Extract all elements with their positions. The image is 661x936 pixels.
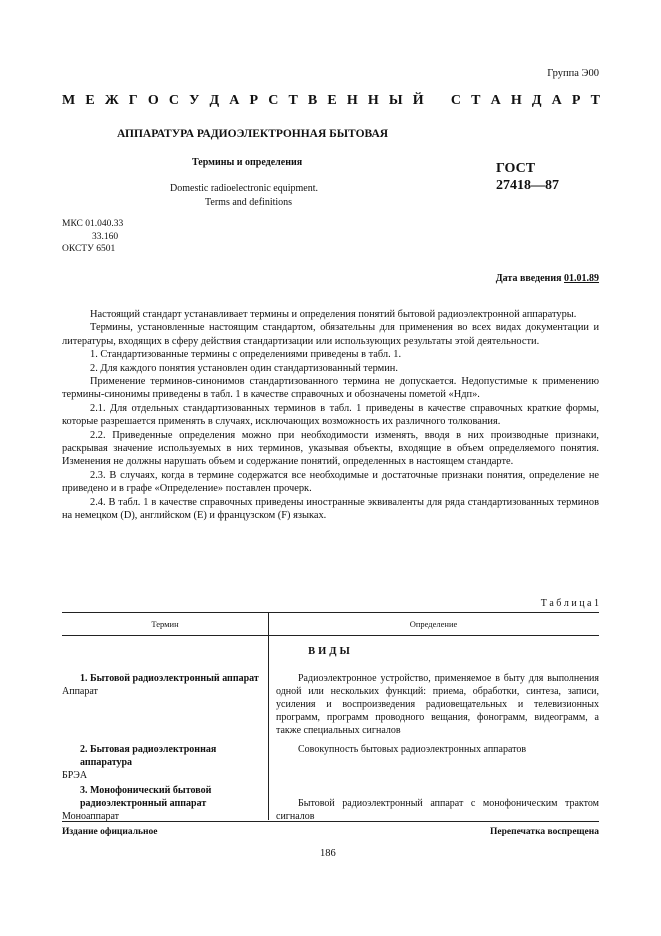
document-title: АППАРАТУРА РАДИОЭЛЕКТРОННАЯ БЫТОВАЯ (117, 128, 389, 140)
body-text (62, 308, 599, 523)
banner-letter: Т (471, 93, 481, 108)
paragraph: Термины, установленные настоящим стандартом, обязательны для применения во всех видах документации и литературы, входящих в сферу действия стандартизации или использующих результаты этой деятельности. (62, 322, 599, 347)
banner-letter (434, 93, 441, 109)
table-row (62, 743, 599, 782)
section-heading: ВИДЫ (308, 646, 353, 657)
gost-number (496, 160, 559, 194)
term-cell (62, 672, 268, 737)
banner-letter: С (168, 93, 179, 108)
term-name: 1. Бытовой радиоэлектронный аппарат (80, 673, 259, 684)
banner-letter: Й (412, 93, 424, 108)
banner-letter: Е (85, 93, 95, 108)
banner-letter: Р (571, 93, 581, 108)
header-definition: Определение (409, 619, 458, 629)
paragraph: 1. Стандартизованные термины с определениями приведены в табл. 1. (90, 349, 402, 361)
definition-cell: Совокупность бытовых радиоэлектронных аппаратов (298, 744, 527, 755)
table-row (62, 672, 599, 737)
banner-letter: Г (128, 93, 138, 108)
term-short: Моноаппарат (62, 811, 119, 822)
paragraph: 2.3. В случаях, когда в термине содержатся все необходимые и достаточные признаки понятия, определение не приведено и в графе «Определение» поставлен прочерк. (62, 469, 599, 495)
banner-letter: Н (510, 93, 522, 108)
classification-codes (62, 218, 123, 256)
banner-letter: О (147, 93, 159, 108)
english-title-line-1: Domestic radioelectronic equipment. (170, 183, 319, 194)
mks-code-2: 33.160 (92, 231, 119, 242)
banner-letter: А (229, 93, 240, 108)
page-number: 186 (320, 848, 336, 859)
reprint-notice: Перепечатка воспрещена (489, 827, 599, 837)
official-edition: Издание официальное (62, 827, 158, 837)
header-term: Термин (151, 619, 179, 629)
gost-label: ГОСТ (496, 161, 536, 176)
gost-code: 27418—87 (496, 178, 559, 193)
paragraph: 2.2. Приведенные определения можно при необходимости изменять, вводя в них производные признаки, раскрывая значение используемых в них терминов, указывая объекты, входящие в объем определяемого понятия. Изменения не должны нарушать объем и содержание понятий, определенных в настоящем стандарте. (62, 429, 599, 468)
banner-letter: С (268, 93, 279, 108)
term-cell (62, 743, 268, 782)
banner-letter: А (490, 93, 501, 108)
paragraph: 2.4. В табл. 1 в качестве справочных приведены иностранные эквиваленты для ряда стандартизованных терминов на немецком (D), английском (E) и французском (F) языках. (62, 496, 599, 522)
paragraph: 2. Для каждого понятия установлен один стандартизованный термин. (90, 362, 398, 374)
term-short: БРЭА (62, 770, 88, 781)
column-divider (268, 612, 269, 820)
banner-letter: С (450, 93, 462, 108)
date-label: Дата введения (495, 273, 562, 284)
document-subtitle: Термины и определения (192, 157, 303, 168)
paragraph: Настоящий стандарт устанавливает термины и определения понятий бытовой радиоэлектронной аппаратуры. (90, 309, 577, 320)
banner-letter: Р (249, 93, 259, 108)
table-header (62, 612, 599, 636)
banner-letter: Д (209, 93, 220, 108)
table-caption: Т а б л и ц а 1 (540, 598, 599, 609)
term-name: 3. Монофонический бытовой радиоэлектронный аппарат (80, 785, 212, 809)
banner-letter: Н (346, 93, 358, 108)
term-cell (62, 784, 268, 823)
banner-letter: Ы (388, 93, 403, 108)
standard-banner (62, 93, 600, 109)
banner-letter: А (551, 93, 562, 108)
definition-cell: Радиоэлектронное устройство, применяемое в быту для выполнения одной или нескольких функций: приема, обработки, синтеза, записи, усиления и воспроизведения радиовещательных и телевизионных программ, программ проводного вещания, фонограмм, видеограмм, а также специальных сигналов (276, 673, 599, 736)
banner-letter: У (189, 93, 200, 108)
okstu-code: ОКСТУ 6501 (62, 244, 116, 254)
group-code: Группа Э00 (547, 68, 599, 79)
banner-letter: М (62, 93, 76, 108)
banner-letter: Т (288, 93, 298, 108)
banner-letter: В (307, 93, 318, 108)
banner-letter: Д (531, 93, 542, 108)
footer-divider (62, 821, 599, 822)
banner-letter: Ж (104, 93, 119, 108)
term-short: Аппарат (62, 686, 98, 697)
definition-cell: Бытовой радиоэлектронный аппарат с монофоническим трактом сигналов (276, 798, 599, 822)
paragraph: 2.1. Для отдельных стандартизованных терминов в табл. 1 приведены в качестве справочных краткие формы, которые разрешается применять в случаях, исключающих возможность их различного толкования. (62, 402, 599, 428)
english-title (170, 182, 318, 210)
terms-table (62, 612, 599, 823)
english-title-line-2: Terms and definitions (205, 197, 293, 208)
banner-letter: Е (327, 93, 337, 108)
banner-letter: Н (367, 93, 379, 108)
paragraph: Применение терминов-синонимов стандартизованного термина не допускается. Недопустимые к применению термины-синонимы приведены в табл. 1 в качестве справочных и обозначены пометой «Ндп». (62, 376, 599, 401)
date-value: 01.01.89 (564, 273, 599, 284)
effective-date (496, 273, 599, 284)
term-name: 2. Бытовая радиоэлектронная аппаратура (80, 744, 217, 768)
table-row (62, 784, 599, 823)
banner-letter: Т (590, 93, 600, 108)
mks-code-1: МКС 01.040.33 (62, 219, 124, 229)
